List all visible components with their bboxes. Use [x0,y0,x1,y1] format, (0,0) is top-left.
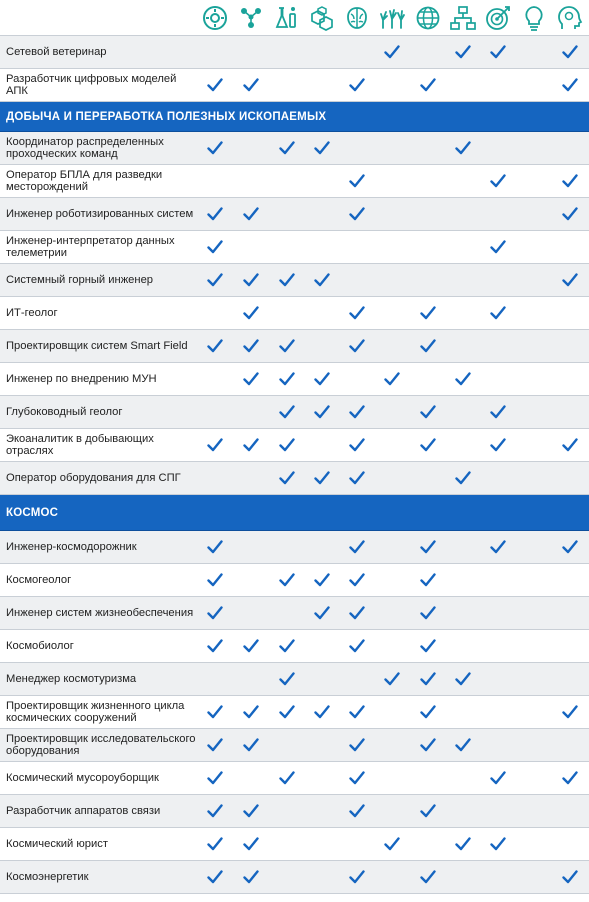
table-row [0,462,589,495]
section-header [0,495,589,531]
check-icon [420,804,436,818]
check-icon [207,705,223,719]
section-title: ДОБЫЧА И ПЕРЕРАБОТКА ПОЛЕЗНЫХ ИСКОПАЕМЫХ [6,110,327,123]
table-row [0,597,589,630]
raised-hands-icon [378,4,406,32]
check-icon [420,738,436,752]
check-icon [490,771,506,785]
check-icon [420,540,436,554]
check-icon [207,639,223,653]
check-icon [207,573,223,587]
check-icon [279,405,295,419]
check-icon [490,240,506,254]
check-icon [562,207,578,221]
table-row [0,762,589,795]
check-icon [243,207,259,221]
check-icon [314,705,330,719]
check-icon [349,471,365,485]
profession-label: Космический мусороуборщик [6,771,159,784]
profession-label: Проектировщик систем Smart Field [6,339,188,352]
check-icon [314,141,330,155]
check-icon [314,405,330,419]
check-icon [279,273,295,287]
check-icon [207,240,223,254]
lightbulb-icon [520,4,548,32]
check-icon [455,672,471,686]
table-row [0,828,589,861]
check-icon [349,771,365,785]
check-icon [243,438,259,452]
brain-icon [343,4,371,32]
table-row [0,36,589,69]
table-row [0,165,589,198]
profession-rows [0,36,589,894]
check-icon [562,438,578,452]
table-row [0,231,589,264]
check-icon [420,639,436,653]
check-icon [562,771,578,785]
profession-label: Инженер по внедрению МУН [6,372,157,385]
idea-head-icon [556,4,584,32]
check-icon [349,540,365,554]
icon-header-row [0,0,589,36]
check-icon [384,837,400,851]
check-icon [207,606,223,620]
table-row [0,630,589,663]
check-icon [349,207,365,221]
table-row [0,663,589,696]
check-icon [490,174,506,188]
check-icon [420,306,436,320]
table-row [0,429,589,462]
check-icon [207,771,223,785]
check-icon [279,141,295,155]
check-icon [243,273,259,287]
table-row [0,729,589,762]
check-icon [207,837,223,851]
section-header [0,102,589,132]
check-icon [420,438,436,452]
check-icon [455,471,471,485]
check-icon [562,540,578,554]
target-arrow-icon [484,4,512,32]
check-icon [207,78,223,92]
profession-label: Экоаналитик в добывающих отраслях [6,432,154,457]
check-icon [243,78,259,92]
profession-label: Проектировщик исследовательского оборудования [6,732,196,757]
table-row [0,297,589,330]
check-icon [384,672,400,686]
check-icon [279,438,295,452]
org-chart-icon [449,4,477,32]
cubes-icon [308,4,336,32]
check-icon [349,78,365,92]
check-icon [384,372,400,386]
table-row [0,198,589,231]
profession-label: Оператор оборудования для СПГ [6,471,181,484]
check-icon [314,273,330,287]
check-icon [562,273,578,287]
check-icon [207,738,223,752]
check-icon [349,306,365,320]
check-icon [243,738,259,752]
profession-label: Системный горный инженер [6,273,154,286]
check-icon [279,372,295,386]
check-icon [207,870,223,884]
check-icon [243,639,259,653]
check-icon [243,306,259,320]
check-icon [243,804,259,818]
profession-label: Менеджер космотуризма [6,672,137,685]
check-icon [562,174,578,188]
check-icon [490,438,506,452]
check-icon [279,771,295,785]
check-icon [455,837,471,851]
table-row [0,330,589,363]
check-icon [349,405,365,419]
network-nodes-icon [237,4,265,32]
check-icon [279,339,295,353]
check-icon [490,405,506,419]
check-icon [349,804,365,818]
check-icon [420,405,436,419]
profession-label: Инженер-космодорожник [6,540,137,553]
section-title: КОСМОС [6,506,59,519]
check-icon [420,672,436,686]
check-icon [455,372,471,386]
check-icon [314,471,330,485]
profession-label: Оператор БПЛА для разведки месторождений [6,168,163,193]
check-icon [420,573,436,587]
profession-label: Инженер-интерпретатор данных телеметрии [6,234,175,259]
table-row [0,132,589,165]
check-icon [314,573,330,587]
check-icon [420,870,436,884]
check-icon [455,45,471,59]
profession-label: ИТ-геолог [6,306,58,319]
check-icon [207,207,223,221]
profession-label: Космогеолог [6,573,72,586]
check-icon [349,438,365,452]
check-icon [490,306,506,320]
check-icon [243,372,259,386]
table-row [0,363,589,396]
check-icon [562,870,578,884]
check-icon [349,705,365,719]
profession-label: Инженер роботизированных систем [6,207,194,220]
check-icon [243,705,259,719]
table-row [0,795,589,828]
check-icon [279,705,295,719]
profession-label: Глубоководный геолог [6,405,123,418]
check-icon [562,78,578,92]
gear-head-icon [201,4,229,32]
check-icon [420,339,436,353]
table-row [0,69,589,102]
check-icon [243,837,259,851]
check-icon [349,174,365,188]
table-row [0,564,589,597]
profession-label: Сетевой ветеринар [6,45,107,58]
profession-label: Космобиолог [6,639,74,652]
profession-label: Космоэнергетик [6,870,89,883]
check-icon [420,606,436,620]
check-icon [349,639,365,653]
profession-label: Инженер систем жизнеобеспечения [6,606,194,619]
check-icon [455,141,471,155]
check-icon [490,45,506,59]
check-icon [420,78,436,92]
check-icon [349,573,365,587]
table-row [0,696,589,729]
check-icon [562,45,578,59]
globe-icon [414,4,442,32]
check-icon [455,738,471,752]
table-row [0,264,589,297]
check-icon [279,672,295,686]
check-icon [207,141,223,155]
check-icon [562,705,578,719]
check-icon [384,45,400,59]
check-icon [349,738,365,752]
profession-label: Разработчик аппаратов связи [6,804,161,817]
check-icon [349,606,365,620]
check-icon [314,372,330,386]
check-icon [490,540,506,554]
profession-label: Координатор распределенных проходческих команд [6,135,164,160]
lab-flasks-icon [273,4,301,32]
check-icon [349,870,365,884]
check-icon [420,705,436,719]
check-icon [279,639,295,653]
check-icon [279,573,295,587]
check-icon [490,837,506,851]
check-icon [207,339,223,353]
profession-label: Космический юрист [6,837,108,850]
table-row [0,861,589,894]
check-icon [207,273,223,287]
check-icon [207,804,223,818]
check-icon [314,606,330,620]
check-icon [243,339,259,353]
check-icon [207,540,223,554]
check-icon [243,870,259,884]
check-icon [349,339,365,353]
table-row [0,531,589,564]
profession-label: Проектировщик жизненного цикла космических сооружений [6,699,185,724]
profession-label: Разработчик цифровых моделей АПК [6,72,177,97]
check-icon [279,471,295,485]
check-icon [207,438,223,452]
table-row [0,396,589,429]
